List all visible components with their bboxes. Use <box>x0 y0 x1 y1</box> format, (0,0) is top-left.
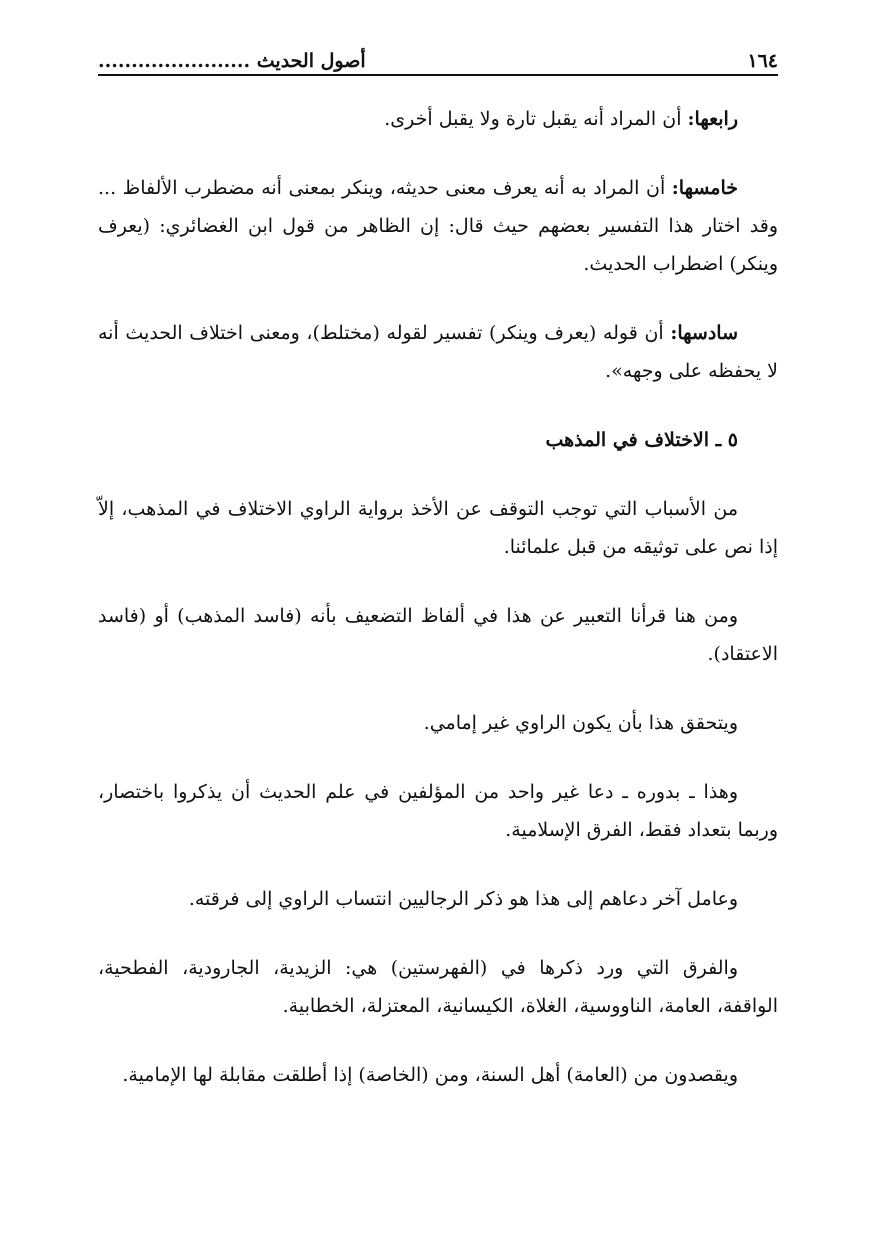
header-rule <box>98 74 778 76</box>
paragraph-lead: رابعها: <box>687 108 738 130</box>
paragraph-lead: خامسها: <box>671 177 738 199</box>
running-title: أصول الحديث ....................... <box>98 50 366 72</box>
paragraph: ومن هنا قرأنا التعبير عن هذا في ألفاظ التضعيف بأنه (فاسد المذهب) أو (فاسد الاعتقاد). <box>98 605 778 665</box>
paragraph-fourth-meaning <box>98 100 778 138</box>
paragraph-text: أن قوله (يعرف وينكر) تفسير لقوله (مختلط)، ومعنى اختلاف الحديث أنه لا يحفظه على وجهه». <box>98 322 778 382</box>
page-body <box>98 100 778 1125</box>
paragraph-fifth-meaning <box>98 169 778 283</box>
paragraph: وعامل آخر دعاهم إلى هذا هو ذكر الرجاليين انتساب الراوي إلى فرقته. <box>188 888 738 910</box>
paragraph-text: أن المراد به أنه يعرف معنى حديثه، وينكر بمعنى أنه مضطرب الألفاظ ... وقد اختار هذا التفسير بعضهم حيث قال: إن الظاهر من قول ابن الغضائري: (يعرف وينكر) اضطراب الحديث. <box>98 177 778 275</box>
paragraph: وهذا ـ بدوره ـ دعا غير واحد من المؤلفين في علم الحديث أن يذكروا باختصار، وربما بتعداد فقط، الفرق الإسلامية. <box>98 781 778 841</box>
paragraph-sixth-meaning <box>98 314 778 390</box>
paragraph: من الأسباب التي توجب التوقف عن الأخذ برواية الراوي الاختلاف في المذهب، إلاّ إذا نص على توثيقه من قبل علمائنا. <box>98 498 778 558</box>
section-heading: ٥ ـ الاختلاف في المذهب <box>545 429 738 451</box>
page-number: ١٦٤ <box>747 50 778 72</box>
paragraph: ويقصدون من (العامة) أهل السنة، ومن (الخاصة) إذا أطلقت مقابلة لها الإمامية. <box>122 1064 738 1086</box>
paragraph-text: أن المراد أنه يقبل تارة ولا يقبل أخرى. <box>384 108 688 130</box>
paragraph: ويتحقق هذا بأن يكون الراوي غير إمامي. <box>423 712 738 734</box>
paragraph-lead: سادسها: <box>670 322 738 344</box>
paragraph: والفرق التي ورد ذكرها في (الفهرستين) هي: الزيدية، الجارودية، الفطحية، الواقفة، العامة، الناووسية، الغلاة، الكيسانية، المعتزلة، الخطابية. <box>98 957 778 1017</box>
page-header <box>98 38 778 72</box>
